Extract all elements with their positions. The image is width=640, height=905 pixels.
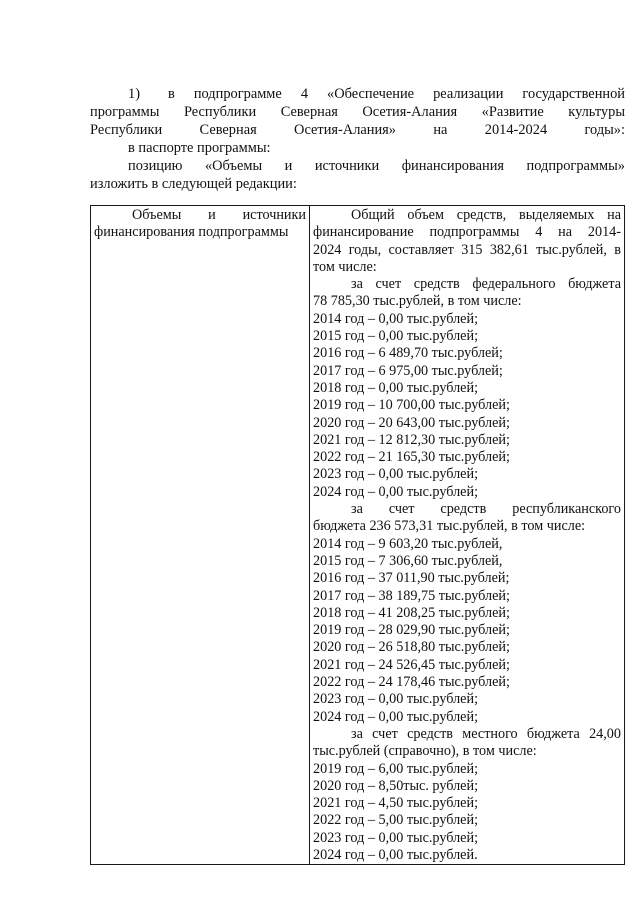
federal-year-2020: 2020 год – 20 643,00 тыс.рублей;	[313, 414, 510, 431]
total-line-3: 2024 годы, составляет 315 382,61 тыс.рублей, в	[313, 241, 621, 258]
intro-line-3: Республики Северная Осетия-Алания» на 2014-2024 годы»:	[90, 122, 625, 138]
local-year-2023: 2023 год – 0,00 тыс.рублей;	[313, 829, 479, 846]
federal-year-2015: 2015 год – 0,00 тыс.рублей;	[313, 328, 479, 345]
local-year-2021: 2021 год – 4,50 тыс.рублей;	[313, 795, 479, 812]
table-row	[91, 206, 625, 865]
intro-line-2: программы Республики Северная Осетия-Алания «Развитие культуры	[90, 104, 625, 120]
federal-year-2024: 2024 год – 0,00 тыс.рублей;	[313, 483, 479, 500]
federal-year-2017: 2017 год – 6 975,00 тыс.рублей;	[313, 362, 503, 379]
federal-line-1: за счет средств федерального бюджета	[351, 276, 621, 293]
local-line-1: за счет средств местного бюджета 24,00	[351, 725, 621, 742]
federal-year-2021: 2021 год – 12 812,30 тыс.рублей;	[313, 431, 510, 448]
intro-line-4: в паспорте программы:	[128, 140, 271, 156]
local-year-2024: 2024 год – 0,00 тыс.рублей.	[313, 846, 478, 863]
local-line-2: тыс.рублей (справочно), в том числе:	[313, 743, 537, 760]
republic-year-2019: 2019 год – 28 029,90 тыс.рублей;	[313, 622, 510, 639]
republic-line-2: бюджета 236 573,31 тыс.рублей, в том числе:	[313, 518, 586, 535]
label-line-1: Объемы и источники	[132, 207, 306, 223]
republic-year-2022: 2022 год – 24 178,46 тыс.рублей;	[313, 674, 510, 691]
republic-year-2024: 2024 год – 0,00 тыс.рублей;	[313, 708, 479, 725]
republic-year-2020: 2020 год – 26 518,80 тыс.рублей;	[313, 639, 510, 656]
federal-year-2023: 2023 год – 0,00 тыс.рублей;	[313, 466, 479, 483]
federal-year-2022: 2022 год – 21 165,30 тыс.рублей;	[313, 449, 510, 466]
local-year-2020: 2020 год – 8,50тыс. рублей;	[313, 777, 479, 794]
item-number: 1)	[128, 86, 140, 102]
intro-line-1	[90, 85, 625, 103]
intro-line-1-text: в подпрограмме 4 «Обеспечение реализации государственной	[168, 86, 625, 102]
financing-table	[90, 205, 625, 865]
federal-line-2: 78 785,30 тыс.рублей, в том числе:	[313, 293, 522, 310]
republic-year-2023: 2023 год – 0,00 тыс.рублей;	[313, 691, 479, 708]
intro-paragraph	[90, 85, 625, 193]
intro-line-5: позицию «Объемы и источники финансирования подпрограммы»	[128, 158, 625, 174]
financing-label-cell	[91, 206, 310, 865]
total-line-2: финансирование подпрограммы 4 на 2014-	[313, 224, 621, 241]
federal-year-2014: 2014 год – 0,00 тыс.рублей;	[313, 310, 479, 327]
republic-year-2018: 2018 год – 41 208,25 тыс.рублей;	[313, 604, 510, 621]
total-line-4: том числе:	[313, 258, 377, 275]
intro-line-6: изложить в следующей редакции:	[90, 176, 297, 192]
financing-value-cell	[310, 206, 625, 865]
federal-year-2019: 2019 год – 10 700,00 тыс.рублей;	[313, 397, 510, 414]
republic-year-2017: 2017 год – 38 189,75 тыс.рублей;	[313, 587, 510, 604]
republic-year-2016: 2016 год – 37 011,90 тыс.рублей;	[313, 570, 510, 587]
republic-line-1: за счет средств республиканского	[351, 501, 621, 518]
label-line-2: финансирования подпрограммы	[94, 224, 289, 241]
federal-year-2016: 2016 год – 6 489,70 тыс.рублей;	[313, 345, 503, 362]
republic-year-2014: 2014 год – 9 603,20 тыс.рублей,	[313, 535, 503, 552]
republic-year-2015: 2015 год – 7 306,60 тыс.рублей,	[313, 552, 503, 569]
local-year-2019: 2019 год – 6,00 тыс.рублей;	[313, 760, 479, 777]
total-line-1: Общий объем средств, выделяемых на	[351, 207, 621, 223]
local-year-2022: 2022 год – 5,00 тыс.рублей;	[313, 812, 479, 829]
republic-year-2021: 2021 год – 24 526,45 тыс.рублей;	[313, 656, 510, 673]
federal-year-2018: 2018 год – 0,00 тыс.рублей;	[313, 379, 479, 396]
